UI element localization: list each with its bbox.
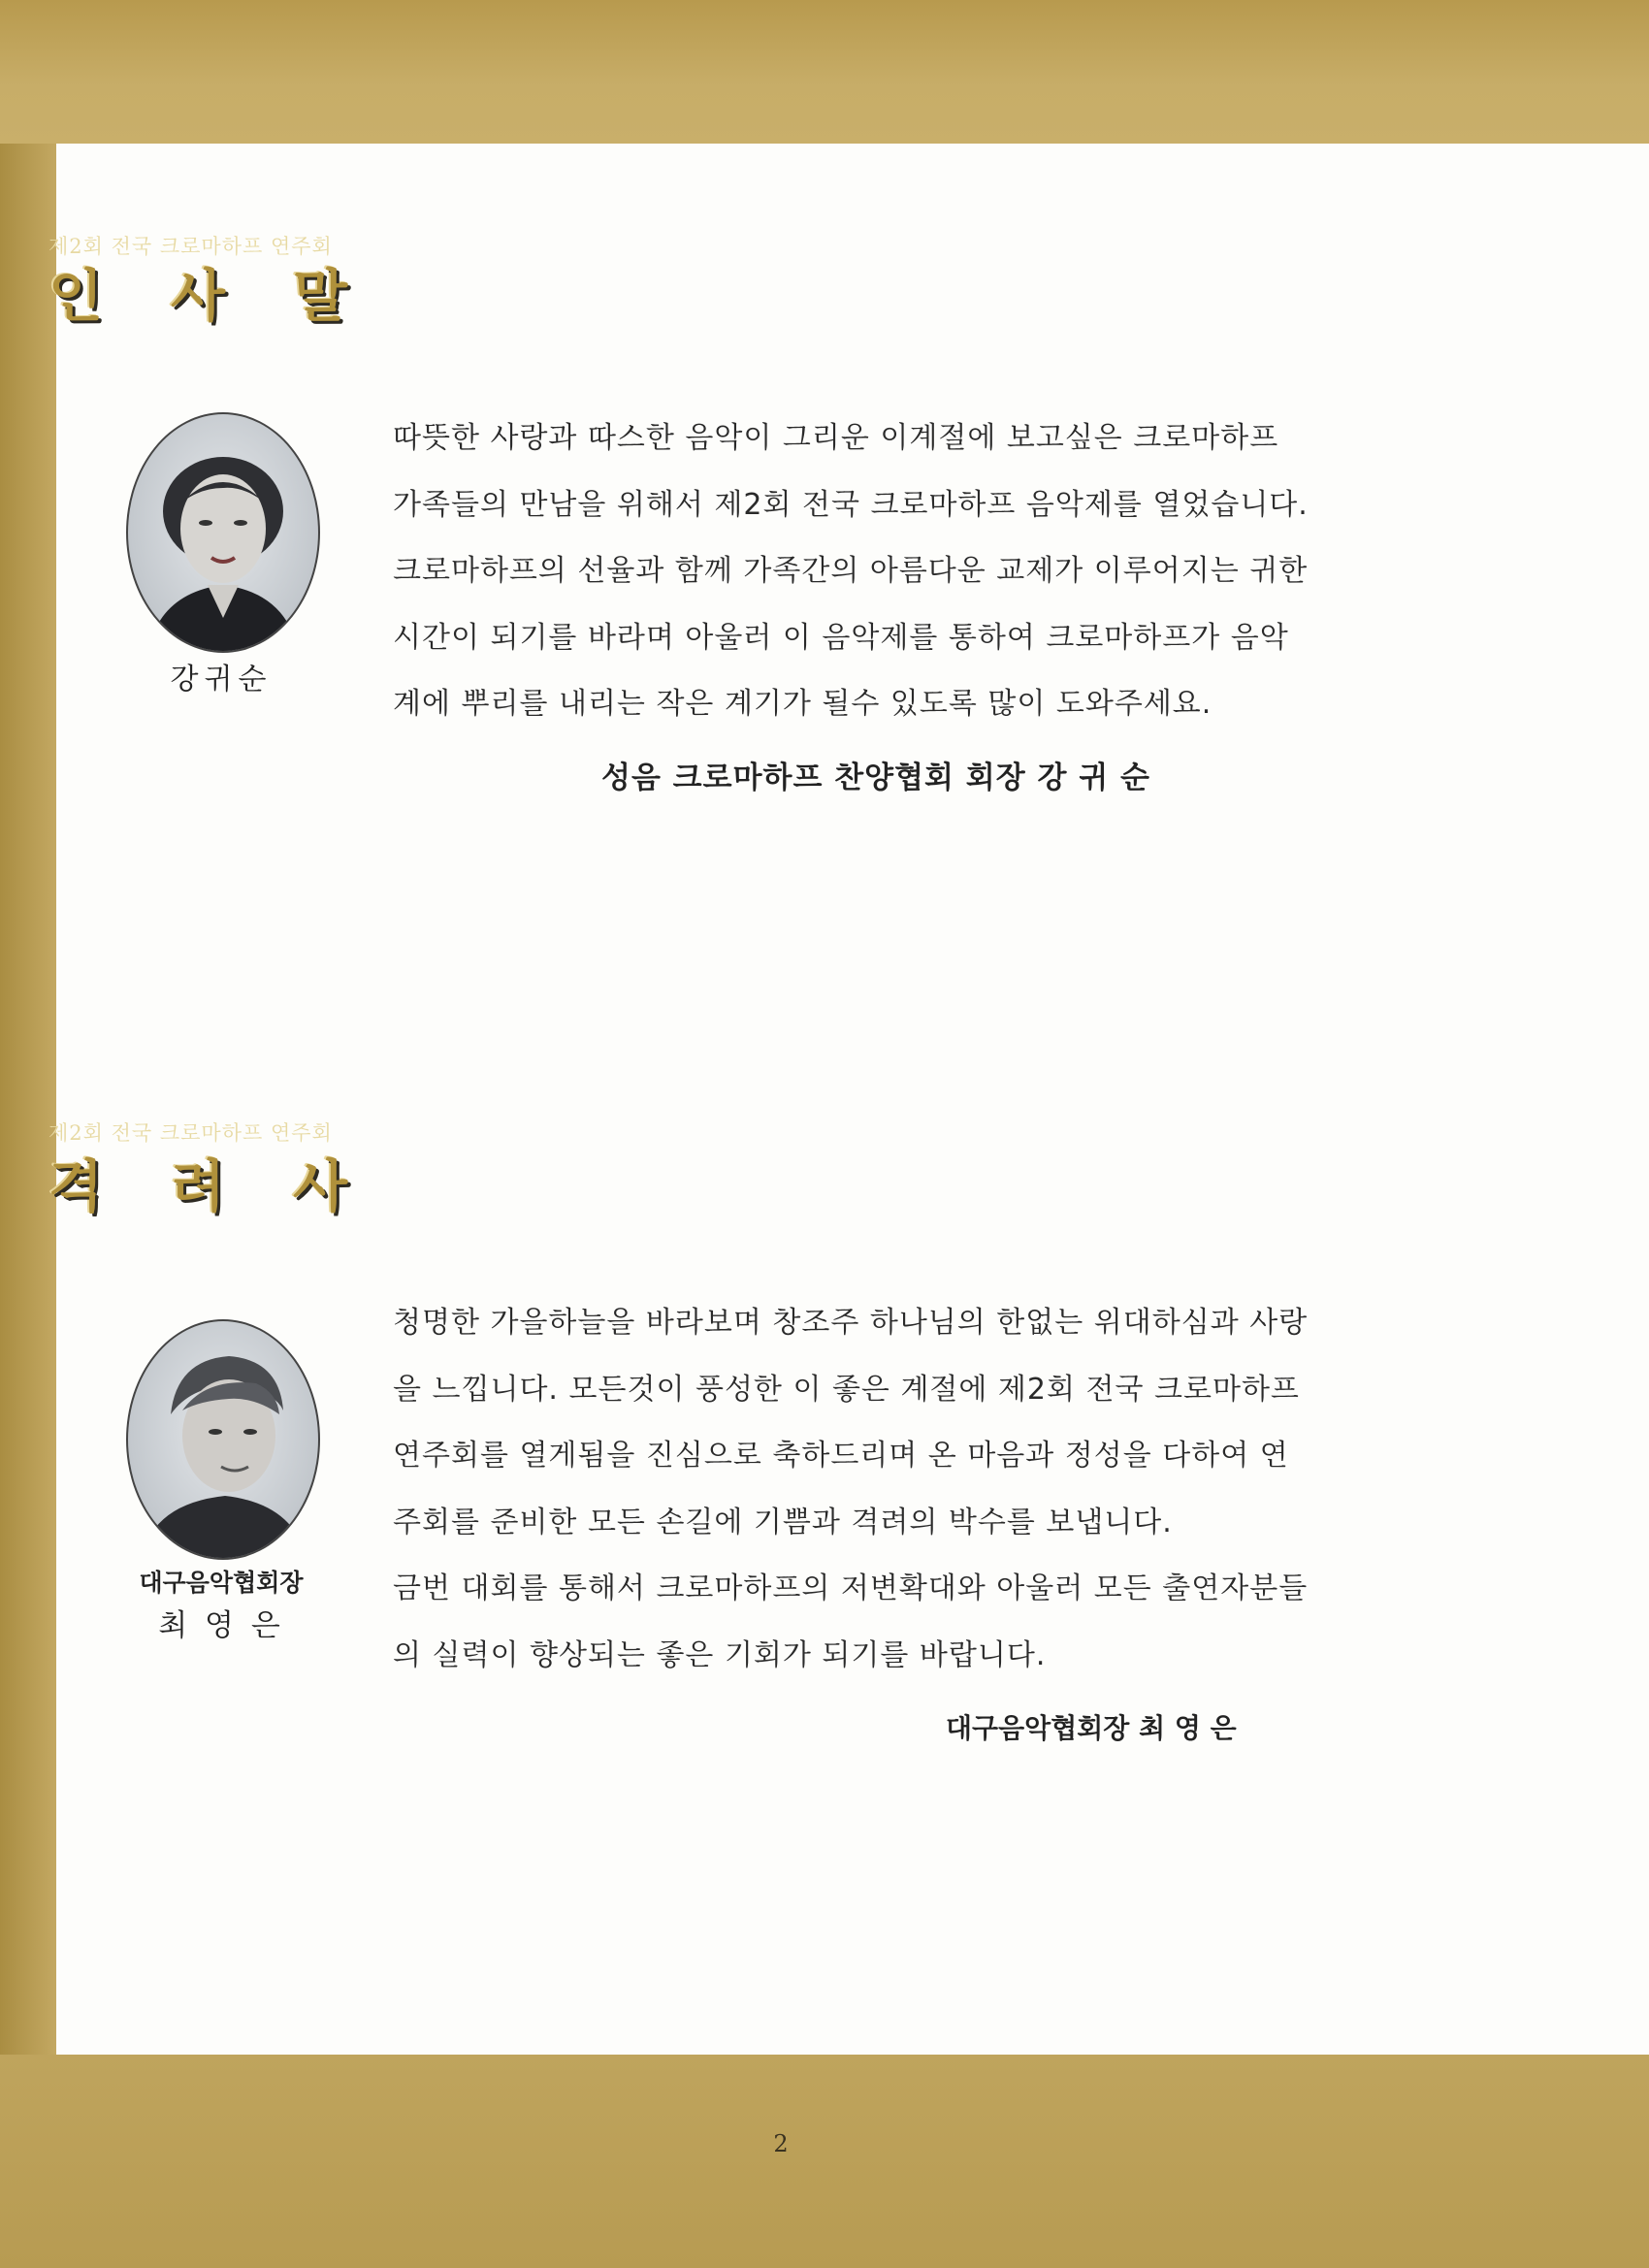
body-line: 시간이 되기를 바라며 아울러 이 음악제를 통하여 크로마하프가 음악 — [393, 620, 1289, 655]
section2-caption-org: 대구음악협회장 — [139, 1569, 304, 1597]
body-line: 주회를 준비한 모든 손길에 기쁨과 격려의 박수를 보냅니다. — [393, 1505, 1173, 1539]
heading-char: 사 — [293, 1153, 348, 1219]
section2-heading — [48, 1153, 348, 1219]
body-line: 계에 뿌리를 내리는 작은 계기가 될수 있도록 많이 도와주세요. — [393, 687, 1212, 721]
section2-body — [393, 1290, 1518, 1689]
body-line: 크로마하프의 선율과 함께 가족간의 아름다운 교제가 이루어지는 귀한 — [393, 554, 1309, 588]
section1-heading — [48, 263, 348, 329]
body-line: 청명한 가을하늘을 바라보며 창조주 하나님의 한없는 위대하심과 사랑 — [393, 1306, 1309, 1340]
portrait-man-photo — [126, 1319, 320, 1560]
heading-char: 려 — [171, 1153, 226, 1219]
section2-signature: 대구음악협회장 최 영 은 — [946, 1712, 1237, 1744]
section2-subtitle: 제2회 전국 크로마하프 연주회 — [48, 1121, 333, 1145]
gold-frame-left — [0, 144, 56, 2055]
body-line: 을 느낍니다. 모든것이 풍성한 이 좋은 계절에 제2회 전국 크로마하프 — [393, 1372, 1300, 1407]
gold-frame-top — [0, 0, 1649, 144]
section1-signature: 성음 크로마하프 찬양협회 회장 강 귀 순 — [601, 761, 1150, 795]
heading-char: 사 — [171, 263, 226, 329]
portrait-woman-icon — [128, 414, 318, 651]
portrait-man-icon — [128, 1321, 318, 1558]
section1-body — [393, 405, 1518, 738]
body-line: 금번 대회를 통해서 크로마하프의 저변확대와 아울러 모든 출연자분들 — [393, 1571, 1309, 1605]
heading-char: 말 — [293, 263, 348, 329]
portrait-woman-photo — [126, 412, 320, 653]
heading-char: 격 — [48, 1153, 104, 1219]
section2-caption-name: 최 영 은 — [158, 1608, 284, 1643]
section1-subtitle: 제2회 전국 크로마하프 연주회 — [48, 235, 333, 258]
page-number: 2 — [773, 2130, 789, 2157]
section1-caption-name: 강귀순 — [170, 663, 273, 697]
body-line: 연주회를 열게됨을 진심으로 축하드리며 온 마음과 정성을 다하여 연 — [393, 1439, 1289, 1473]
body-line: 가족들의 만남을 위해서 제2회 전국 크로마하프 음악제를 열었습니다. — [393, 487, 1309, 522]
body-line: 따뜻한 사랑과 따스한 음악이 그리운 이계절에 보고싶은 크로마하프 — [393, 421, 1279, 455]
body-line: 의 실력이 향상되는 좋은 기회가 되기를 바랍니다. — [393, 1637, 1047, 1672]
gold-frame-bottom — [0, 2055, 1649, 2268]
heading-char: 인 — [48, 263, 104, 329]
